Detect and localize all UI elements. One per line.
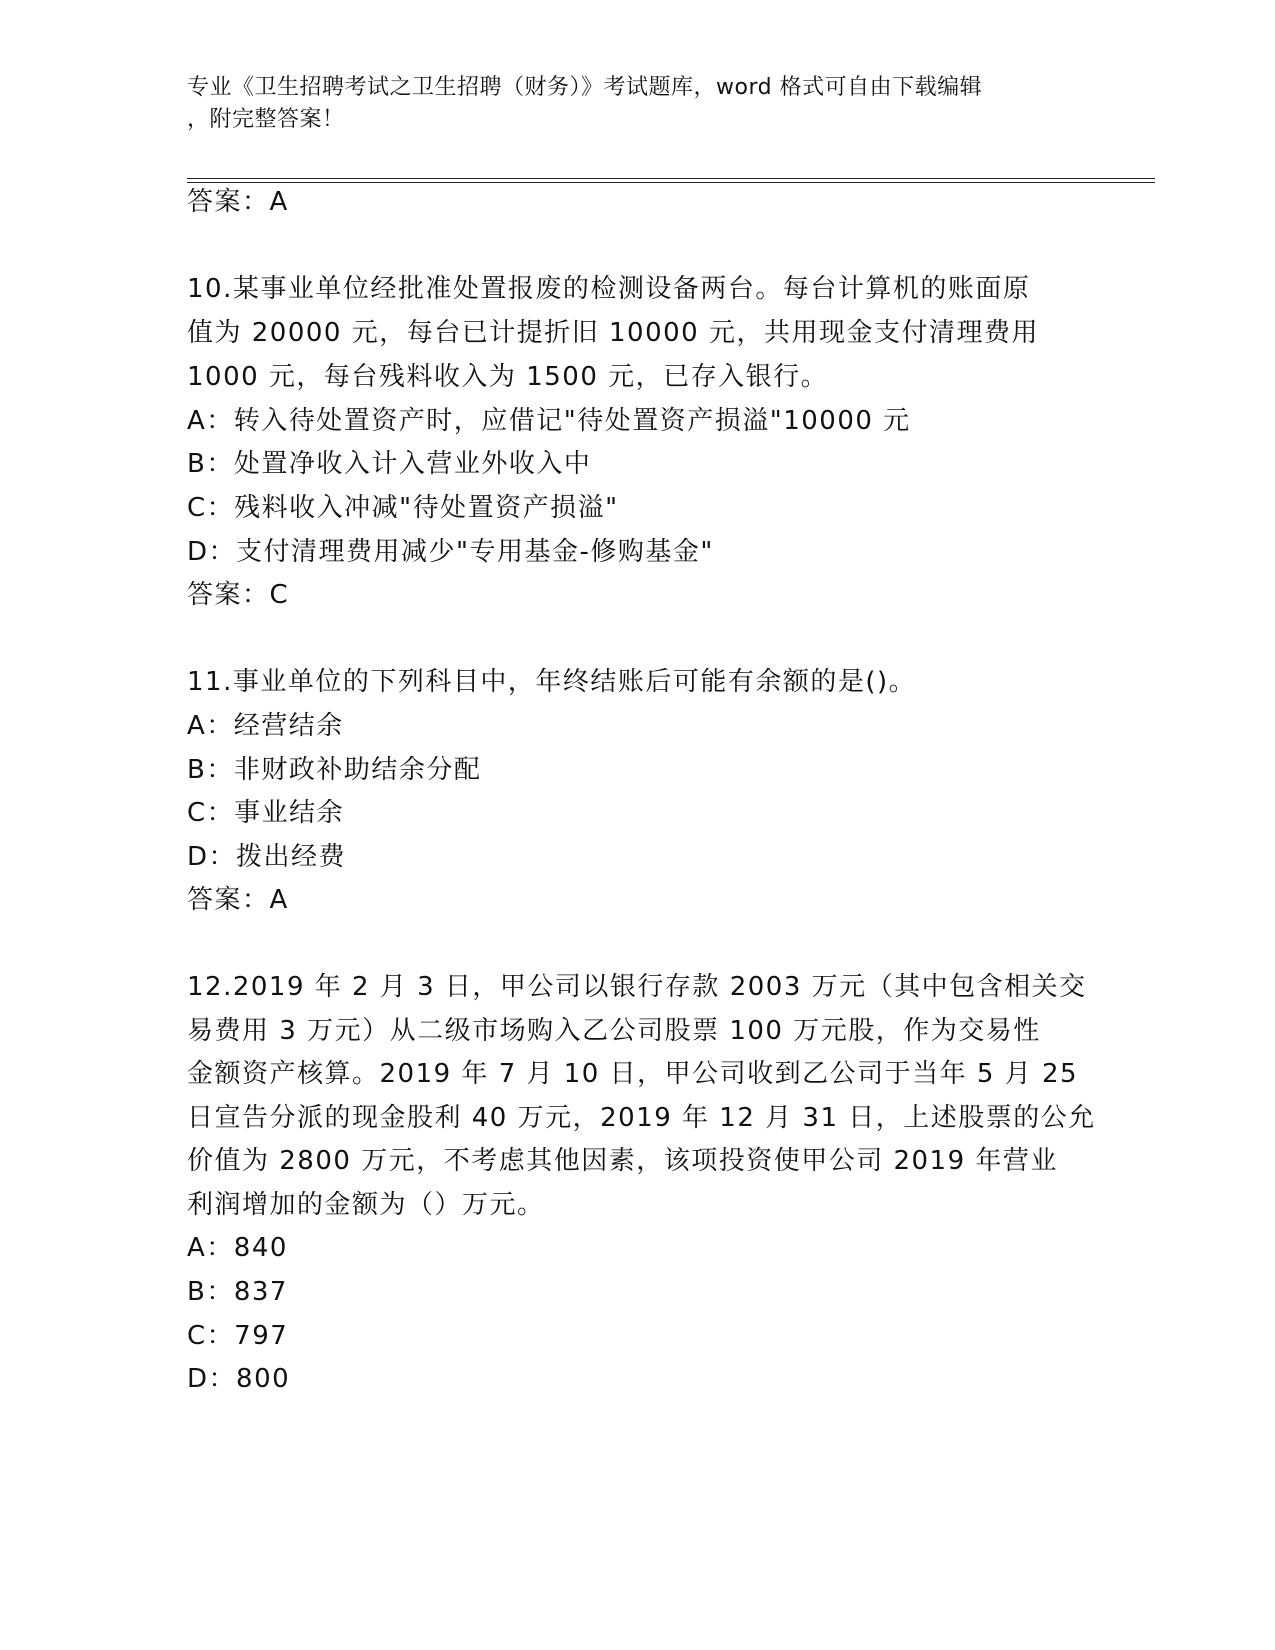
q12-stem-line-2: 易费用 3 万元）从二级市场购入乙公司股票 100 万元股，作为交易性 [187, 1016, 1041, 1046]
q11-option-d: D：拨出经费 [187, 842, 347, 872]
q12-stem-line-6: 利润增加的金额为（）万元。 [187, 1190, 545, 1220]
q11-stem-line-1: 11.事业单位的下列科目中，年终结账后可能有余额的是()。 [187, 667, 917, 697]
q11-option-b: B：非财政补助结余分配 [187, 755, 482, 785]
q12-stem-line-4: 日宣告分派的现金股利 40 万元，2019 年 12 月 31 日，上述股票的公允 [187, 1103, 1096, 1133]
document-header: 专业《卫生招聘考试之卫生招聘（财务）》考试题库，word 格式可自由下载编辑 ，附完整答案！ [187, 75, 983, 132]
q12-option-b: B：837 [187, 1277, 288, 1307]
q10-option-c: C：残料收入冲减"待处置资产损溢" [187, 493, 619, 523]
q10-option-a: A：转入待处置资产时，应借记"待处置资产损溢"10000 元 [187, 406, 911, 436]
q10-stem-line-3: 1000 元，每台残料收入为 1500 元，已存入银行。 [187, 362, 829, 392]
q11-answer: 答案：A [187, 885, 289, 915]
q12-option-c: C：797 [187, 1321, 289, 1351]
header-divider-bottom [187, 182, 1155, 183]
q12-option-d: D：800 [187, 1364, 291, 1394]
q12-option-a: A：840 [187, 1233, 288, 1263]
q12-stem-line-1: 12.2019 年 2 月 3 日，甲公司以银行存款 2003 万元（其中包含相关交 [187, 972, 1087, 1002]
q12-stem-line-5: 价值为 2800 万元，不考虑其他因素，该项投资使甲公司 2019 年营业 [187, 1146, 1058, 1176]
q10-stem-line-2: 值为 20000 元，每台已计提折旧 10000 元，共用现金支付清理费用 [187, 318, 1039, 348]
q12-stem-line-3: 金额资产核算。2019 年 7 月 10 日，甲公司收到乙公司于当年 5 月 25 [187, 1059, 1079, 1089]
q10-answer: 答案：C [187, 580, 290, 610]
q10-stem-line-1: 10.某事业单位经批准处置报废的检测设备两台。每台计算机的账面原 [187, 274, 1031, 304]
q10-option-b: B：处置净收入计入营业外收入中 [187, 449, 592, 479]
answer-prev: 答案：A [187, 187, 289, 217]
q10-option-d: D：支付清理费用减少"专用基金-修购基金" [187, 537, 714, 567]
q11-option-a: A：经营结余 [187, 711, 344, 741]
header-divider-top [187, 178, 1155, 179]
q11-option-c: C：事业结余 [187, 798, 345, 828]
